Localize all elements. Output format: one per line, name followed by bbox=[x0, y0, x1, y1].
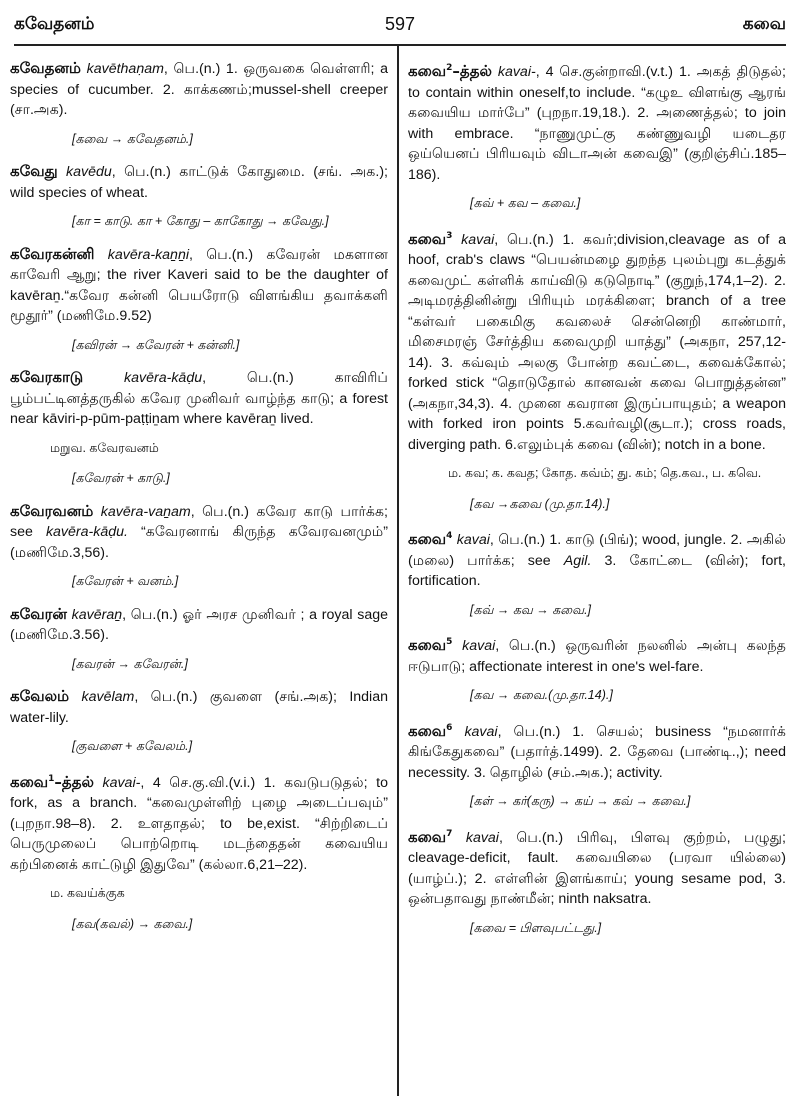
headword: கவை$^3$ bbox=[408, 229, 453, 248]
headword: கவை$^6$ bbox=[408, 721, 453, 740]
cognates: மறுவ. கவேரவனம் bbox=[50, 440, 159, 455]
definition: , பெ.(n.) காவிரிப் பூம்பட்டினத்தருகில் கவேர முனிவர் வாழ்ந்த காடு; a forest near kāviri-p-pūm-paṭṭiṉam where kavēraṉ lived. bbox=[10, 370, 388, 427]
transliteration: kavēraṉ bbox=[71, 606, 123, 623]
transliteration: kavai bbox=[461, 231, 495, 248]
header-left-guide-word: கவேதனம் bbox=[14, 14, 95, 34]
etymology: [குவளை + கவேலம்.] bbox=[72, 739, 193, 753]
homonym-number: 3 bbox=[446, 230, 453, 241]
headword: கவை$^2$–த்தல் bbox=[408, 62, 492, 80]
definition: , பெ.(n.) கவேர காடு பார்க்க; see bbox=[10, 503, 388, 540]
dictionary-entry bbox=[10, 244, 388, 327]
dictionary-entry bbox=[408, 718, 786, 784]
cognates: ம. கவ; க. கவத; கோத. கவ்ம்; து. கம்; தெ.கவ., ப. கவெ. bbox=[448, 466, 762, 480]
dictionary-entry bbox=[408, 526, 786, 592]
transliteration: kavēra-kāḍu bbox=[124, 370, 203, 386]
etymology: [கவை → கவேதனம்.] bbox=[72, 131, 193, 146]
page-header bbox=[14, 10, 786, 46]
definition: , பெ.(n.) 1. காடு (பிங்); wood, jungle. 2. அகில் (மலை) பார்க்க; see bbox=[408, 532, 786, 569]
transliteration: kavēra-kaṉṉi bbox=[107, 246, 189, 263]
transliteration: kavai- bbox=[102, 774, 141, 791]
page-number: 597 bbox=[384, 14, 416, 34]
definition: , பெ.(n.) ஓர் அரச முனிவர் ; a royal sage (மணிமே.3.56). bbox=[10, 606, 388, 643]
etymology: [கவ் + கவ – கவை.] bbox=[470, 196, 581, 210]
citation: “பெயன்மழை துறந்த புலம்புறு கடத்துக் கவைமுட் கள்ளிக் காய்விடு கடுநொடி” (குறுந்,174,1–2). 2. அடிமரத்தினின்று பிரியும் மரக்கிளை; branch of a tree “கள்வர் பகைமிகு கவலைச் சென்னெறி காண்மார், மிசைமரஞ் சேர்த்திய கவைமுறி யாத்து” (அகநா, 257,12-14). 3. கவ்வும் அலகு போன்ற கவட்டை, கவைக்கோல்; forked stick “தொடுதோல் கானவன் கவை பொறுத்தன்ன” (அகநா,34,3). 4. முனை கவரான இருப்பாயுதம்; a weapon with forked iron points 5.கவர்வழி(சூடா.); cross roads, diverging path. 6.எலும்புக் கவை (வின்); notch in a bone. bbox=[408, 252, 786, 453]
transliteration: kavēlam bbox=[81, 689, 135, 705]
headword-suffix: –த்தல் bbox=[452, 62, 492, 80]
etymology: [கவிரன் → கவேரன் + கன்னி.] bbox=[72, 337, 240, 352]
homonym-number: 1 bbox=[48, 773, 55, 784]
dictionary-entry bbox=[408, 58, 786, 185]
definition: , பெ.(n.) ஒருவரின் நலனில் அன்பு கலந்த ஈடுபாடு; affectionate interest in one's wel-fare. bbox=[408, 638, 786, 675]
etymology: [கவ → கவை.(மு.தா.14).] bbox=[470, 688, 613, 702]
etymology: [கள் → கர்(கரு) → கய் → கவ் → கவை.] bbox=[470, 794, 691, 808]
cognates: ம. கவய்க்குக bbox=[50, 886, 125, 900]
transliteration: kavēdu bbox=[66, 164, 112, 180]
see-reference: Agil. bbox=[563, 552, 592, 569]
etymology: [கவேரன் + வனம்.] bbox=[72, 574, 179, 588]
dictionary-entry bbox=[10, 367, 388, 430]
dictionary-entry bbox=[408, 226, 786, 456]
etymology: [கவை = பிளவுபட்டது.] bbox=[470, 920, 602, 935]
definition: , 4 செ.கு.வி.(v.i.) 1. கவடுபடுதல்; to fork, as a branch. bbox=[10, 774, 388, 811]
definition: , பெ.(n.) கவேரன் மகளான காவேரி ஆறு; the river Kaveri said to be the daughter of kavēraṉ. bbox=[10, 246, 388, 304]
etymology: [கா = காடு. கா + கோது – காகோது → கவேது.] bbox=[72, 214, 329, 228]
headword: கவேரகன்னி bbox=[10, 244, 95, 263]
citation: 3. கோட்டை (வின்); fort, fortification. bbox=[408, 552, 786, 589]
definition: , 4 செ.குன்றாவி.(v.t.) 1. அகத் திடுதல்; to contain within oneself,to include. bbox=[408, 64, 786, 101]
citation: “கவைமுள்ளிற் புழை அடைப்பவும்” (புறநா.98–8). 2. உளதாதல்; to be,exist. “சிற்றிடைப் பெருமுலைப் பொற்றொடி மடந்தைதன் கவையிய கற்பினைக் காட்டுழி இதுவே” (கல்லா.6,21–22). bbox=[10, 795, 388, 873]
transliteration: kavai- bbox=[497, 64, 536, 80]
transliteration: kavai bbox=[465, 829, 499, 846]
homonym-number: 7 bbox=[446, 828, 453, 839]
dictionary-entry bbox=[10, 686, 388, 728]
etymology: [கவ →கவை (மு.தா.14).] bbox=[470, 496, 610, 511]
dictionary-entry bbox=[10, 769, 388, 876]
transliteration: kavēra-vaṉam bbox=[100, 503, 191, 520]
definition: , பெ.(n.) காட்டுக் கோதுமை. (சங். அக.); wild species of wheat. bbox=[10, 164, 388, 201]
headword: கவேரன் bbox=[10, 604, 67, 623]
homonym-number: 2 bbox=[446, 63, 453, 73]
dictionary-entry bbox=[10, 604, 388, 646]
headword: கவை$^7$ bbox=[408, 827, 453, 846]
headword-suffix: –த்தல் bbox=[54, 772, 94, 791]
headword: கவேரகாடு bbox=[10, 368, 84, 386]
headword: கவேரவனம் bbox=[10, 501, 94, 520]
headword: கவை$^1$–த்தல் bbox=[10, 772, 94, 791]
headword: கவேது bbox=[10, 162, 58, 180]
homonym-number: 5 bbox=[446, 637, 453, 647]
dictionary-entry bbox=[408, 632, 786, 677]
dictionary-entry bbox=[408, 824, 786, 910]
transliteration: kavēthaṇam bbox=[86, 61, 164, 77]
transliteration: kavai bbox=[462, 638, 496, 654]
left-column bbox=[10, 58, 388, 946]
headword: கவை$^4$ bbox=[408, 530, 453, 548]
headword: கவேலம் bbox=[10, 687, 70, 705]
citation: “நமனார்க் கிங்கேதுகவை” (பதார்த்.1499). 2. தேவை (பாண்டி.,); need necessity. 3. தொழில் (சம்.அக.); activity. bbox=[408, 723, 786, 781]
dictionary-entry bbox=[10, 501, 388, 564]
citation: “கவேர கன்னி பெயரோடு விளங்கிய தவாக்களி மூதூர்” (மணிமே.9.52) bbox=[10, 287, 388, 324]
definition: , பெ.(n.) 1. செயல்; business bbox=[497, 723, 712, 740]
headword: கவை$^5$ bbox=[408, 636, 453, 654]
homonym-number: 6 bbox=[446, 722, 453, 733]
citation: “கவேரனாங் கிருந்த கவேரவனமும்” (மணிமே.3,56). bbox=[10, 524, 388, 561]
etymology: [கவேரன் + காடு.] bbox=[72, 471, 170, 485]
definition: , பெ.(n.) குவளை (சங்.அக); Indian water-lily. bbox=[10, 689, 388, 726]
definition: , பெ.(n.) 1. ஒருவகை வெள்ளரி; a species of cucumber. 2. காக்கணம்;mussel-shell creeper (சா.அக). bbox=[10, 61, 388, 118]
etymology: [கவ் → கவ → கவை.] bbox=[470, 602, 592, 617]
etymology: [கவரன் → கவேரன்.] bbox=[72, 656, 188, 671]
dictionary-entry bbox=[10, 58, 388, 121]
column-divider bbox=[397, 46, 399, 1096]
definition: , பெ.(n.) பிரிவு, பிளவு குற்றம், பழுது; cleavage-deficit, fault. கவையிலை (பரவா யில்லை) (யாழ்ப்.); 2. எள்ளின் இளங்காய்; young sesame pod, 3. ஒன்பதாவது நாண்மீன்; ninth naksatra. bbox=[408, 829, 786, 907]
right-column bbox=[408, 58, 786, 950]
transliteration: kavai bbox=[464, 723, 498, 740]
headword: கவேதனம் bbox=[10, 59, 81, 77]
header-right-guide-word: கவை bbox=[742, 14, 786, 34]
see-reference: kavēra-kāḍu. bbox=[45, 524, 128, 540]
transliteration: kavai bbox=[456, 532, 490, 548]
homonym-number: 4 bbox=[446, 531, 453, 541]
dictionary-entry bbox=[10, 161, 388, 203]
etymology: [கவ(கவல்) → கவை.] bbox=[72, 916, 193, 931]
citation: “கழுஉ விளங்கு ஆரங் கவையிய மார்பே” (புறநா.19,18.). 2. அணைத்தல்; to join with embrace. “நாணுமுட்கு கண்ணுவழி யடைதர ஒய்யெனப் பிரியவும் விடாஅன் கவைஇ” (குறிஞ்சிப்.185–186). bbox=[408, 84, 787, 183]
definition: , பெ.(n.) 1. கவர்;division,cleavage as of a hoof, crab's claws bbox=[408, 231, 786, 268]
